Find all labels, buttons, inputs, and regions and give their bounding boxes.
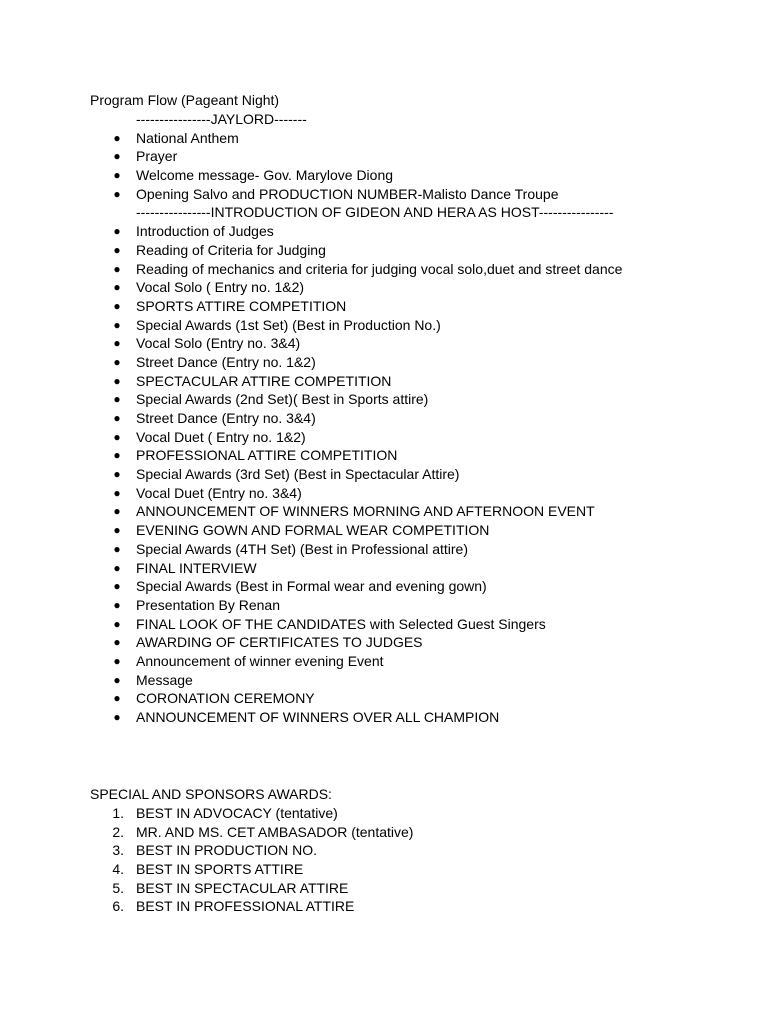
list-item-text: CORONATION CEREMONY	[136, 690, 315, 707]
bullet-icon: ●	[113, 710, 121, 724]
list-item-text: ----------------INTRODUCTION OF GIDEON AND HERA AS HOST----------------	[136, 204, 614, 221]
bullet-icon: ●	[113, 317, 121, 332]
list-item-text: Welcome message- Gov. Marylove Diong	[136, 167, 394, 184]
bullet-icon: ●	[113, 504, 121, 519]
bullet-icon: ●	[113, 130, 121, 145]
award-text: BEST IN PROFESSIONAL ATTIRE	[136, 898, 355, 915]
bullet-icon: ●	[113, 242, 121, 257]
page-title: Program Flow (Pageant Night)	[90, 92, 280, 108]
list-item-text: FINAL INTERVIEW	[136, 559, 257, 576]
bullet-icon: ●	[113, 523, 121, 538]
list-item-text: Reading of Criteria for Judging	[136, 241, 326, 258]
awards-heading: SPECIAL AND SPONSORS AWARDS:	[90, 786, 332, 802]
award-text: BEST IN PRODUCTION NO.	[136, 842, 317, 859]
bullet-icon: ●	[113, 186, 121, 201]
bullet-icon: ●	[113, 467, 121, 482]
list-item-text: ANNOUNCEMENT OF WINNERS OVER ALL CHAMPION	[136, 709, 500, 725]
bullet-icon: ●	[113, 298, 121, 313]
list-item-text: Vocal Duet (Entry no. 3&4)	[136, 484, 302, 501]
bullet-icon: ●	[113, 149, 121, 164]
bullet-icon: ●	[113, 616, 121, 631]
bullet-icon: ●	[113, 635, 121, 650]
list-item-text: Vocal Solo (Entry no. 3&4)	[136, 335, 301, 352]
list-item-text: SPECTACULAR ATTIRE COMPETITION	[136, 372, 392, 389]
list-item-text: Opening Salvo and PRODUCTION NUMBER-Malisto Dance Troupe	[136, 185, 559, 202]
award-number: 3.	[112, 842, 124, 859]
list-item-text: ----------------JAYLORD-------	[136, 111, 307, 127]
bullet-icon: ●	[113, 597, 121, 612]
award-text: BEST IN SPORTS ATTIRE	[136, 861, 304, 878]
award-number: 5.	[112, 879, 124, 896]
list-item-text: SPORTS ATTIRE COMPETITION	[136, 297, 347, 314]
list-item-text: Prayer	[136, 148, 178, 165]
bullet-icon: ●	[113, 336, 121, 351]
bullet-icon: ●	[113, 485, 121, 500]
list-item-text: Special Awards (1st Set) (Best in Production No.)	[136, 316, 441, 333]
award-text: MR. AND MS. CET AMBASADOR (tentative)	[136, 823, 414, 840]
bullet-icon: ●	[113, 429, 121, 444]
bullet-icon: ●	[113, 691, 121, 706]
bullet-icon: ●	[113, 672, 121, 687]
list-item-text: AWARDING OF CERTIFICATES TO JUDGES	[136, 634, 423, 651]
bullet-icon: ●	[113, 579, 121, 594]
list-item-text: Special Awards (Best in Formal wear and evening gown)	[136, 578, 487, 595]
award-number: 2.	[112, 823, 124, 840]
bullet-icon: ●	[113, 653, 121, 668]
list-item-text: Special Awards (3rd Set) (Best in Spectacular Attire)	[136, 466, 460, 483]
award-number: 4.	[112, 861, 124, 878]
award-text: BEST IN SPECTACULAR ATTIRE	[136, 879, 349, 896]
bullet-icon: ●	[113, 280, 121, 295]
award-text: BEST IN ADVOCACY (tentative)	[136, 805, 338, 821]
list-item-text: Vocal Duet ( Entry no. 1&2)	[136, 428, 306, 445]
list-item-text: Reading of mechanics and criteria for judging vocal solo,duet and street dance	[136, 260, 623, 277]
bullet-icon: ●	[113, 373, 121, 388]
list-item-text: ANNOUNCEMENT OF WINNERS MORNING AND AFTERNOON EVENT	[136, 503, 595, 520]
award-number: 6.	[112, 898, 124, 915]
list-item-text: Message	[136, 671, 193, 688]
list-item-text: FINAL LOOK OF THE CANDIDATES with Selected Guest Singers	[136, 615, 546, 632]
bullet-icon: ●	[113, 224, 121, 239]
bullet-icon: ●	[113, 560, 121, 575]
list-item-text: Vocal Solo ( Entry no. 1&2)	[136, 279, 305, 296]
list-item-text: Special Awards (4TH Set) (Best in Professional attire)	[136, 540, 468, 557]
list-item-text: Announcement of winner evening Event	[136, 652, 384, 669]
bullet-icon: ●	[113, 261, 121, 276]
bullet-icon: ●	[113, 354, 121, 369]
bullet-icon: ●	[113, 541, 121, 556]
list-item-text: Street Dance (Entry no. 1&2)	[136, 353, 316, 370]
list-item-text: EVENING GOWN AND FORMAL WEAR COMPETITION	[136, 522, 490, 539]
bullet-icon: ●	[113, 168, 121, 183]
list-item-text: National Anthem	[136, 129, 239, 146]
bullet-icon: ●	[113, 392, 121, 407]
list-item-text: Presentation By Renan	[136, 596, 280, 613]
bullet-icon: ●	[113, 411, 121, 425]
bullet-icon: ●	[113, 448, 121, 463]
award-number: 1.	[112, 805, 124, 821]
list-item-text: Street Dance (Entry no. 3&4)	[136, 410, 316, 426]
list-item-text: PROFESSIONAL ATTIRE COMPETITION	[136, 447, 398, 464]
list-item-text: Introduction of Judges	[136, 223, 274, 240]
list-item-text: Special Awards (2nd Set)( Best in Sports attire)	[136, 391, 429, 408]
